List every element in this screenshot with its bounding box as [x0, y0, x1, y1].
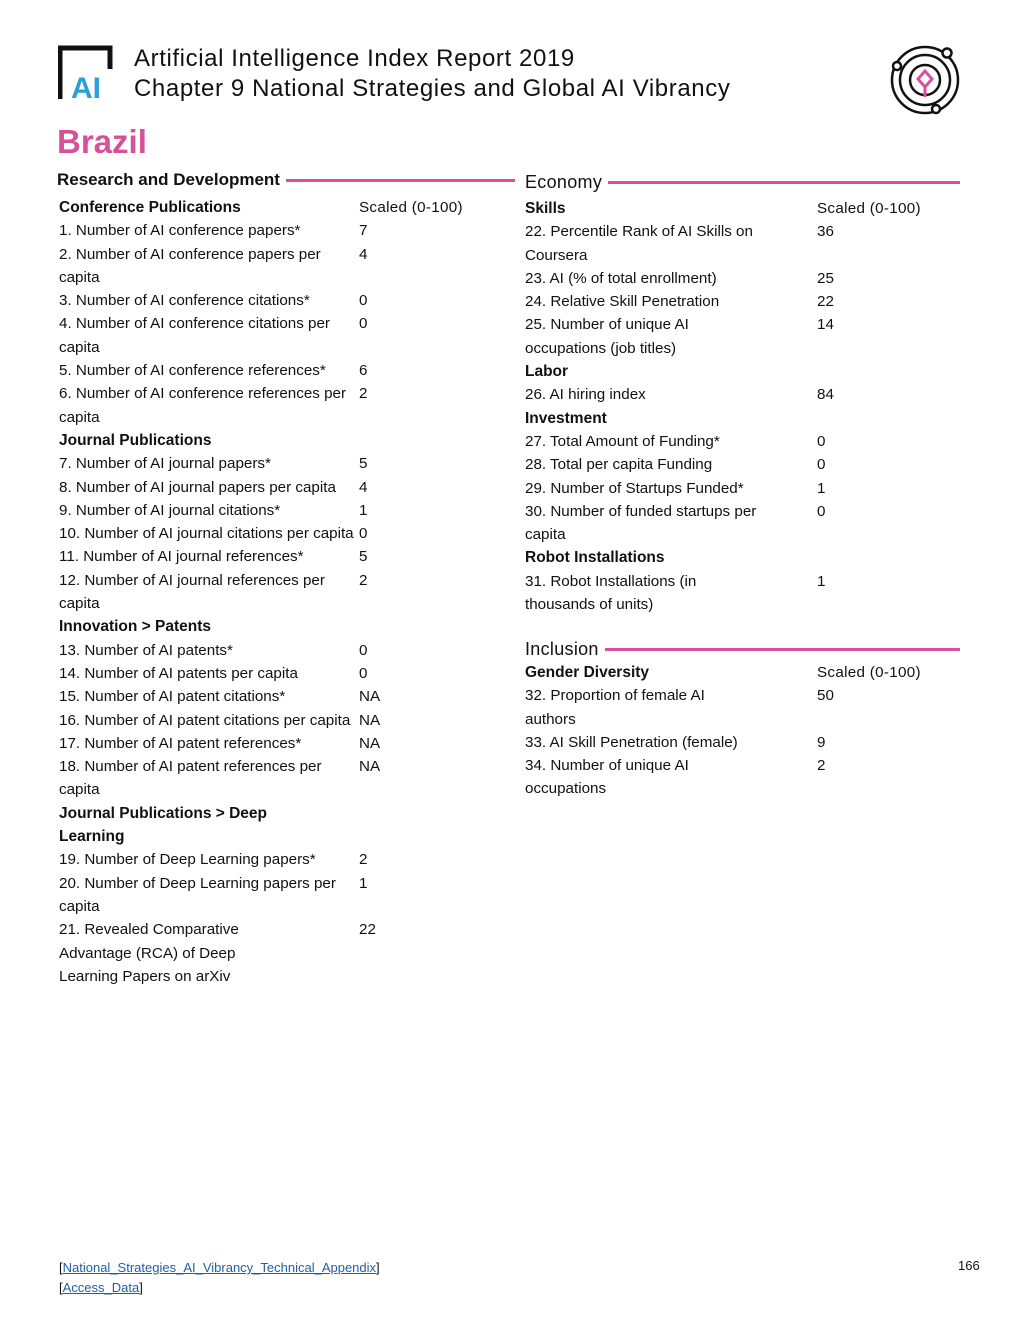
appendix-link-line: [National_Strategies_AI_Vibrancy_Technical_Appendix] [59, 1260, 380, 1275]
metric-value: 25 [817, 269, 834, 287]
metric-row [59, 289, 499, 312]
metric-label: 8. Number of AI journal papers per capita [59, 478, 336, 496]
metric-label: 29. Number of Startups Funded* [525, 479, 744, 497]
metric-label: 1. Number of AI conference papers* [59, 222, 301, 240]
metric-label: 30. Number of funded startups per capita [525, 502, 757, 544]
metric-row [59, 359, 499, 382]
section-divider [605, 648, 960, 651]
research-development-table [59, 196, 499, 988]
metric-row [59, 545, 499, 568]
metric-row [59, 312, 499, 359]
metric-value: 84 [817, 386, 834, 404]
section-divider [608, 181, 960, 184]
section-inclusion [525, 636, 960, 662]
metric-row [525, 267, 960, 290]
metric-value: 5 [359, 455, 368, 473]
technical-appendix-link[interactable]: National_Strategies_AI_Vibrancy_Technical_Appendix [62, 1260, 377, 1275]
metric-label: 14. Number of AI patents per capita [59, 664, 298, 682]
metric-value: 0 [817, 456, 826, 474]
metric-row [59, 732, 499, 755]
group-heading: Journal Publications [59, 431, 212, 449]
metric-value: NA [359, 711, 381, 729]
economy-table [525, 197, 960, 616]
metric-row [59, 685, 499, 708]
metric-label: 4. Number of AI conference citations per capita [59, 315, 330, 356]
metric-value: 1 [359, 874, 368, 892]
group-heading: Robot Installations [525, 549, 665, 567]
group-header [59, 196, 499, 219]
metric-row [525, 220, 960, 267]
metric-value: 14 [817, 316, 834, 334]
metric-label: 28. Total per capita Funding [525, 456, 713, 474]
metric-value: 9 [817, 733, 826, 751]
metric-row [59, 499, 499, 522]
metric-label: 33. AI Skill Penetration (female) [525, 733, 738, 751]
metric-label: 20. Number of Deep Learning papers per capita [59, 874, 336, 915]
metric-row [59, 755, 499, 802]
metric-row [59, 709, 499, 732]
metric-row [525, 754, 960, 801]
metric-value: 0 [359, 664, 368, 682]
metric-label: 21. Revealed Comparative Advantage (RCA) of Deep Learning Papers on arXiv [59, 921, 239, 985]
metric-label: 22. Percentile Rank of AI Skills on Coursera [525, 223, 753, 264]
section-research-development [57, 167, 515, 193]
scaled-label: Scaled (0-100) [817, 664, 921, 681]
metric-value: 1 [359, 501, 368, 519]
metric-row [59, 569, 499, 616]
metric-value: 0 [359, 292, 368, 310]
svg-text:AI: AI [71, 72, 101, 101]
metric-value: 0 [359, 525, 368, 543]
group-header [525, 197, 960, 220]
metric-row [59, 219, 499, 242]
metric-row [59, 662, 499, 685]
metric-row [59, 848, 499, 871]
metric-value: 22 [359, 921, 376, 939]
data-link-line: [Access_Data] [59, 1279, 143, 1295]
metric-value: 50 [817, 687, 834, 705]
metric-row [525, 477, 960, 500]
metric-label: 7. Number of AI journal papers* [59, 455, 271, 473]
metric-row [525, 290, 960, 313]
metric-value: 0 [359, 315, 368, 333]
metric-label: 34. Number of unique AI occupations [525, 757, 689, 798]
metric-row [525, 430, 960, 453]
group-heading: Journal Publications > Deep Learning [59, 804, 268, 846]
metric-row [59, 639, 499, 662]
metric-row [59, 382, 499, 429]
group-header [525, 661, 960, 684]
metric-row [59, 522, 499, 545]
metric-value: 4 [359, 245, 368, 263]
metric-value: NA [359, 688, 381, 706]
metric-row [525, 313, 960, 360]
section-title: Research and Development [57, 170, 280, 189]
metric-label: 25. Number of unique AI occupations (job titles) [525, 316, 689, 357]
metric-label: 9. Number of AI journal citations* [59, 501, 281, 519]
metric-row [59, 872, 499, 919]
metric-label: 31. Robot Installations (in thousands of units) [525, 572, 697, 614]
metric-row [59, 243, 499, 290]
metric-value: NA [359, 734, 381, 752]
metric-label: 23. AI (% of total enrollment) [525, 269, 717, 287]
group-heading: Innovation > Patents [59, 618, 212, 636]
metric-label: 16. Number of AI patent citations per capita [59, 711, 351, 729]
metric-label: 17. Number of AI patent references* [59, 734, 302, 752]
metric-label: 26. AI hiring index [525, 386, 646, 404]
metric-value: 5 [359, 548, 368, 566]
metric-value: 2 [359, 571, 368, 589]
metric-label: 5. Number of AI conference references* [59, 362, 326, 380]
chapter-title-line: Chapter 9 National Strategies and Global AI Vibrancy [134, 75, 731, 102]
metric-label: 6. Number of AI conference references per capita [59, 385, 347, 426]
metric-value: 0 [817, 502, 826, 520]
section-title: Economy [525, 171, 603, 192]
metric-label: 11. Number of AI journal references* [59, 548, 304, 566]
group-heading: Conference Publications [59, 199, 241, 216]
metric-row [525, 383, 960, 406]
metric-label: 12. Number of AI journal references per capita [59, 571, 325, 613]
metric-value: 1 [817, 572, 826, 590]
section-title: Inclusion [525, 638, 599, 659]
group-heading: Labor [525, 363, 569, 381]
metric-row [525, 731, 960, 754]
metric-value: 22 [817, 293, 834, 311]
metric-value: 2 [817, 757, 826, 775]
metric-row [525, 500, 960, 547]
metric-value: 0 [817, 432, 826, 450]
metric-label: 32. Proportion of female AI authors [525, 687, 705, 728]
scaled-label: Scaled (0-100) [359, 199, 463, 216]
footer-links [59, 1258, 380, 1297]
metric-row [59, 918, 499, 988]
group-heading: Skills [525, 200, 566, 217]
metric-label: 10. Number of AI journal citations per capita [59, 525, 354, 543]
metric-value: 36 [817, 223, 834, 241]
metric-row [59, 476, 499, 499]
metric-row [525, 684, 960, 731]
report-title-line: Artificial Intelligence Index Report 2019 [134, 45, 575, 72]
metric-label: 19. Number of Deep Learning papers* [59, 851, 316, 869]
metric-label: 27. Total Amount of Funding* [525, 432, 720, 450]
metric-row [525, 570, 960, 617]
inclusion-table [525, 661, 960, 801]
metric-value: 2 [359, 385, 368, 403]
metric-value: 7 [359, 222, 368, 240]
metric-label: 18. Number of AI patent references per capita [59, 758, 322, 799]
metric-value: 6 [359, 362, 368, 380]
section-divider [286, 179, 515, 182]
metric-value: NA [359, 758, 381, 776]
metric-label: 24. Relative Skill Penetration [525, 293, 720, 311]
group-heading: Gender Diversity [525, 664, 650, 681]
scaled-label: Scaled (0-100) [817, 200, 921, 217]
country-title: Brazil [57, 123, 147, 160]
metric-row [525, 453, 960, 476]
metric-label: 3. Number of AI conference citations* [59, 292, 310, 310]
metric-value: 2 [359, 851, 368, 869]
metric-row [59, 452, 499, 475]
access-data-link[interactable]: Access_Data [62, 1279, 140, 1295]
page-number: 166 [958, 1258, 980, 1273]
metric-value: 0 [359, 641, 368, 659]
section-economy [525, 169, 960, 195]
metric-label: 13. Number of AI patents* [59, 641, 233, 659]
metric-label: 2. Number of AI conference papers per capita [59, 245, 321, 286]
metric-value: 1 [817, 479, 826, 497]
metric-label: 15. Number of AI patent citations* [59, 688, 286, 706]
orbit-emblem-icon [888, 42, 964, 118]
ai-index-logo [58, 45, 120, 101]
report-title [134, 44, 730, 104]
metric-value: 4 [359, 478, 368, 496]
group-heading: Investment [525, 409, 607, 427]
